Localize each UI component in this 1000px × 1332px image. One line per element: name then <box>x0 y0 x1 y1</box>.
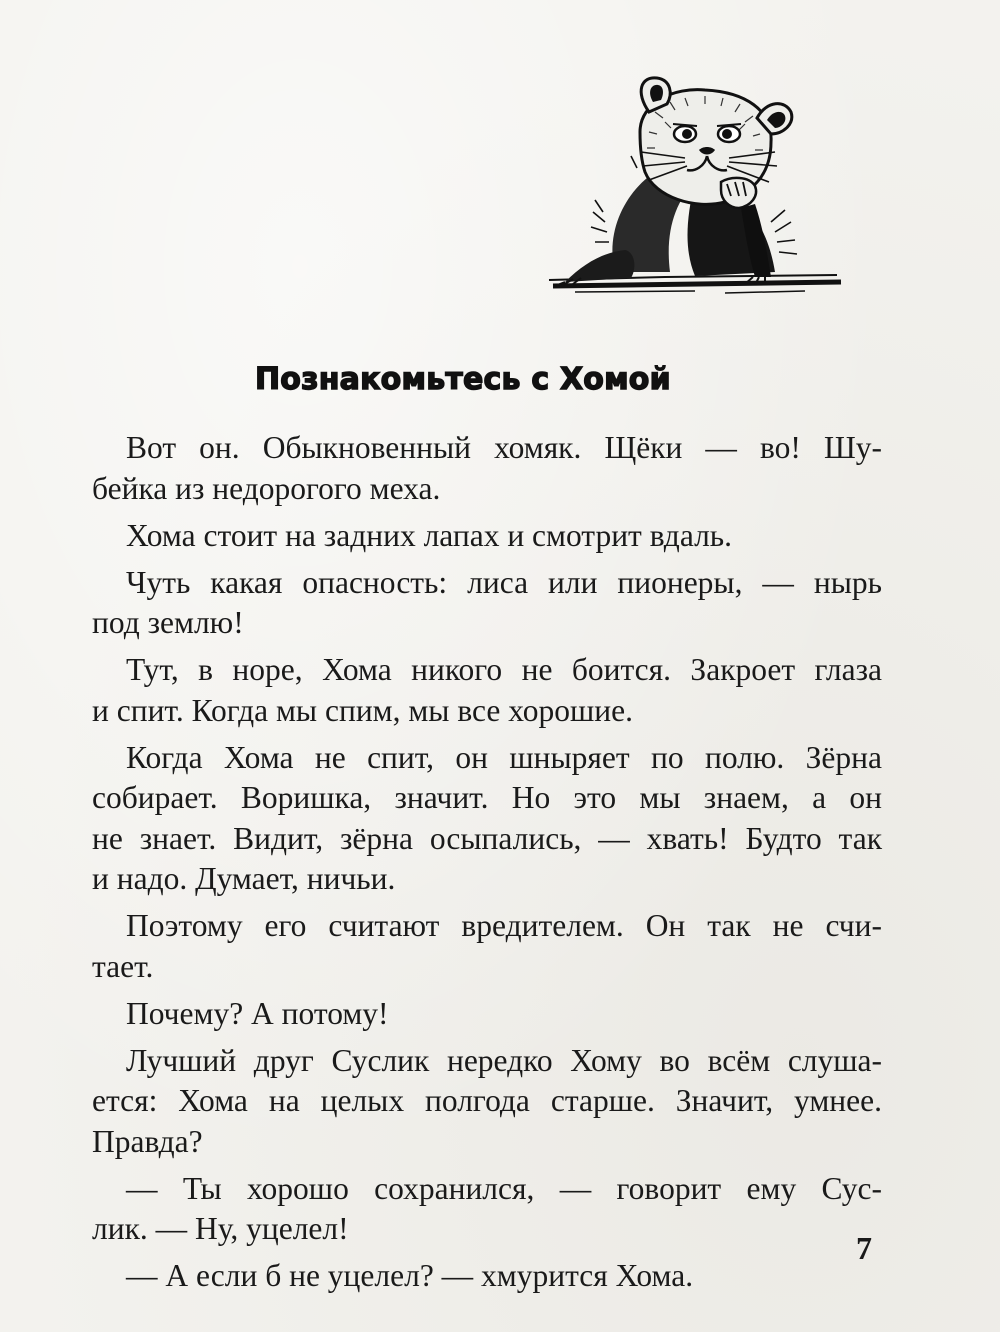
text-line: лик. — Ну, уцелел! <box>92 1211 349 1246</box>
text-line: Чуть какая опасность: лиса или пионеры, — нырь <box>126 564 882 600</box>
text-line: Почему? А потому! <box>126 995 389 1031</box>
text-line: не знает. Видит, зёрна осыпались, — хвать! Будто так <box>92 820 882 856</box>
text-line: Поэтому его считают вредителем. Он так не счи- <box>126 908 882 943</box>
paragraph <box>92 516 882 557</box>
text-line: собирает. Воришка, значит. Но это мы знаем, а он <box>92 780 882 815</box>
body-text <box>92 428 882 1303</box>
text-line: тает. <box>92 948 154 984</box>
paragraph <box>92 1041 882 1163</box>
text-line: Когда Хома не спит, он шныряет по полю. Зёрна <box>126 739 882 775</box>
page-number: 7 <box>856 1230 872 1266</box>
text-line: Тут, в норе, Хома никого не боится. Закроет глаза <box>126 652 882 687</box>
paragraph <box>92 1169 882 1250</box>
paragraph <box>92 994 882 1035</box>
hamster-illustration <box>545 72 845 302</box>
text-line: ется: Хома на целых полгода старше. Значит, умнее. <box>92 1083 882 1118</box>
text-line: под землю! <box>92 605 244 640</box>
paragraph <box>92 650 882 731</box>
paragraph <box>92 563 882 644</box>
text-line: Вот он. Обыкновенный хомяк. Щёки — во! Шу- <box>126 430 882 465</box>
paragraph <box>92 906 882 987</box>
text-line: и надо. Думает, ничьи. <box>92 861 396 896</box>
text-line: Правда? <box>92 1123 203 1159</box>
paragraph <box>92 428 882 509</box>
text-line: — А если б не уцелел? — хмурится Хома. <box>126 1258 694 1293</box>
paragraph <box>92 1256 882 1297</box>
text-line: бейка из недорогого меха. <box>92 470 441 506</box>
chapter-title: Познакомьтесь с Хомой <box>255 362 671 397</box>
paragraph <box>92 738 882 900</box>
text-line: и спит. Когда мы спим, мы все хорошие. <box>92 692 634 728</box>
text-line: Лучший друг Суслик нередко Хому во всём слуша- <box>126 1042 882 1078</box>
text-line: — Ты хорошо сохранился, — говорит ему Сус- <box>126 1170 882 1206</box>
text-line: Хома стоит на задних лапах и смотрит вдаль. <box>126 517 733 553</box>
